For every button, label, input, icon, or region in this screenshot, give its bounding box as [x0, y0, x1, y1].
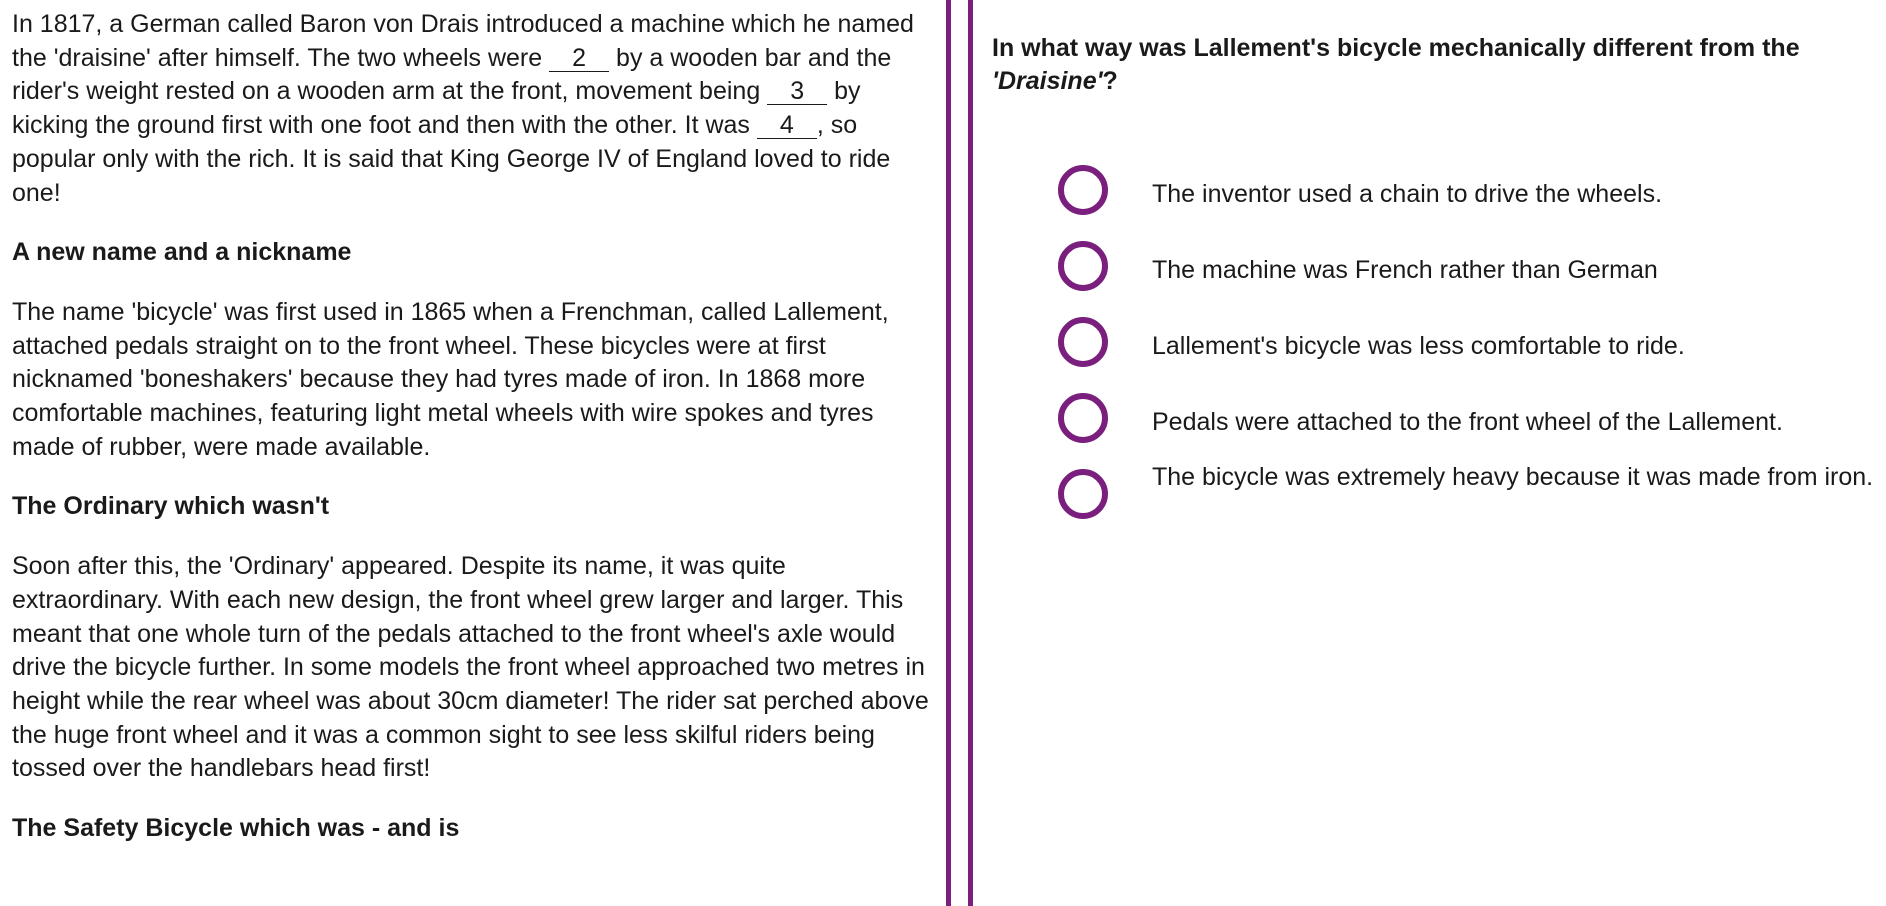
radio-button-icon[interactable] — [1058, 165, 1108, 215]
answer-option-5[interactable] — [1058, 463, 1878, 545]
passage-paragraph-2: The name 'bicycle' was first used in 1865 when a Frenchman, called Lallement, attached pedals straight on to the front wheel. These bicycles were at first nicknamed 'boneshakers' because they had tyres made of iron. In 1868 more comfortable machines, featuring light metal wheels with wire spokes and tyres made of rubber, were made available. — [12, 297, 889, 461]
passage-paragraph-1: In 1817, a German called Baron von Drais introduced a machine which he named the 'draisine' after himself. The two wheels were 2 by a wooden bar and the rider's weight rested on a wooden arm at the front, movement being 3 by kicking the ground first with one foot and then with the other. It was 4 , so popular only with the rich. It is said that King George IV of England loved to ride one! — [12, 10, 914, 207]
gap-2: 2 — [549, 45, 609, 72]
answer-option-label[interactable]: The bicycle was extremely heavy because it was made from iron. — [1152, 463, 1874, 491]
split-divider-left[interactable] — [946, 0, 951, 906]
answer-option-3[interactable] — [1058, 317, 1878, 393]
answer-option-label[interactable]: The machine was French rather than German — [1152, 256, 1658, 284]
answer-option-4[interactable] — [1058, 393, 1878, 469]
section-heading-safety-bicycle: The Safety Bicycle which was - and is — [12, 814, 460, 843]
radio-button-icon[interactable] — [1058, 241, 1108, 291]
gap-4: 4 — [757, 112, 817, 139]
radio-button-icon[interactable] — [1058, 317, 1108, 367]
answer-option-label[interactable]: Pedals were attached to the front wheel of the Lallement. — [1152, 408, 1783, 436]
question-text: In what way was Lallement's bicycle mechanically different from the 'Draisine'? — [992, 34, 1800, 95]
answer-option-2[interactable] — [1058, 241, 1878, 317]
section-heading-new-name: A new name and a nickname — [12, 238, 352, 267]
radio-button-icon[interactable] — [1058, 469, 1108, 519]
answer-option-label[interactable]: The inventor used a chain to drive the wheels. — [1152, 180, 1663, 208]
radio-button-icon[interactable] — [1058, 393, 1108, 443]
split-divider-right[interactable] — [968, 0, 973, 906]
question-italic-term: 'Draisine' — [992, 67, 1103, 95]
section-heading-ordinary: The Ordinary which wasn't — [12, 492, 330, 521]
reading-passage[interactable] — [12, 8, 932, 906]
gap-3: 3 — [767, 78, 827, 105]
answer-options — [1058, 165, 1878, 545]
answer-option-label[interactable]: Lallement's bicycle was less comfortable to ride. — [1152, 332, 1685, 360]
passage-paragraph-3: Soon after this, the 'Ordinary' appeared. Despite its name, it was quite extraordinary. With each new design, the front wheel grew larger and larger. This meant that one whole turn of the pedals attached to the front wheel's axle would drive the bicycle further. In some models the front wheel approached two metres in height while the rear wheel was about 30cm diameter! The rider sat perched above the huge front wheel and it was a common sight to see less skilful riders being tossed over the handlebars head first! — [12, 552, 929, 783]
answer-option-1[interactable] — [1058, 165, 1878, 241]
